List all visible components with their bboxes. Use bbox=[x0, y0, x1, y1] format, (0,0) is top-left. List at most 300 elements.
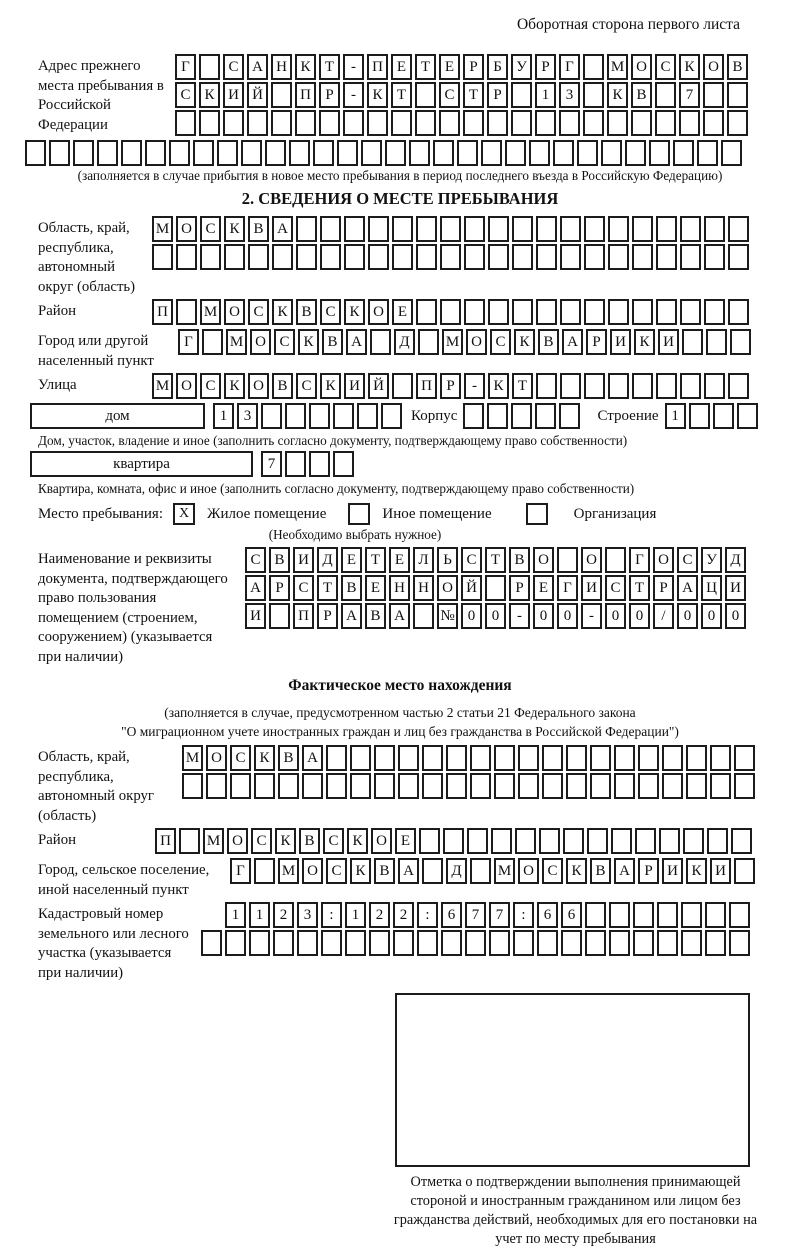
char-box[interactable]: С bbox=[296, 373, 317, 399]
char-box[interactable] bbox=[632, 216, 653, 242]
char-box[interactable] bbox=[662, 745, 683, 771]
char-box[interactable]: О bbox=[227, 828, 248, 854]
char-box[interactable] bbox=[368, 244, 389, 270]
char-box[interactable]: : bbox=[417, 902, 438, 928]
char-box[interactable] bbox=[518, 773, 539, 799]
char-box[interactable] bbox=[536, 244, 557, 270]
char-box[interactable] bbox=[443, 828, 464, 854]
char-box[interactable]: О bbox=[703, 54, 724, 80]
char-box[interactable]: О bbox=[581, 547, 602, 573]
char-box[interactable] bbox=[590, 745, 611, 771]
char-box[interactable] bbox=[656, 216, 677, 242]
char-box[interactable]: О bbox=[176, 373, 197, 399]
char-box[interactable] bbox=[385, 140, 406, 166]
char-box[interactable] bbox=[309, 403, 330, 429]
char-box[interactable] bbox=[446, 773, 467, 799]
char-box[interactable]: 2 bbox=[393, 902, 414, 928]
char-box[interactable] bbox=[489, 930, 510, 956]
char-box[interactable] bbox=[560, 244, 581, 270]
char-box[interactable]: И bbox=[223, 82, 244, 108]
char-box[interactable]: К bbox=[514, 329, 535, 355]
char-box[interactable]: К bbox=[566, 858, 587, 884]
char-box[interactable]: 0 bbox=[557, 603, 578, 629]
char-box[interactable]: В bbox=[631, 82, 652, 108]
char-box[interactable]: В bbox=[299, 828, 320, 854]
char-box[interactable] bbox=[206, 773, 227, 799]
char-box[interactable]: Й bbox=[368, 373, 389, 399]
char-box[interactable]: С bbox=[251, 828, 272, 854]
char-box[interactable]: Ц bbox=[701, 575, 722, 601]
char-box[interactable] bbox=[518, 745, 539, 771]
char-box[interactable] bbox=[392, 373, 413, 399]
char-box[interactable] bbox=[657, 902, 678, 928]
char-box[interactable] bbox=[703, 82, 724, 108]
char-box[interactable]: 7 bbox=[679, 82, 700, 108]
char-box[interactable] bbox=[416, 216, 437, 242]
apartment-type-box[interactable]: квартира bbox=[30, 451, 253, 477]
char-box[interactable] bbox=[481, 140, 502, 166]
char-box[interactable]: С bbox=[200, 216, 221, 242]
char-box[interactable]: С bbox=[230, 745, 251, 771]
char-box[interactable]: 7 bbox=[465, 902, 486, 928]
char-box[interactable]: О bbox=[368, 299, 389, 325]
char-box[interactable] bbox=[319, 110, 340, 136]
char-box[interactable] bbox=[446, 745, 467, 771]
char-box[interactable]: Т bbox=[317, 575, 338, 601]
char-box[interactable] bbox=[488, 299, 509, 325]
char-box[interactable] bbox=[686, 745, 707, 771]
char-box[interactable]: Й bbox=[247, 82, 268, 108]
char-box[interactable]: 1 bbox=[665, 403, 686, 429]
char-box[interactable] bbox=[418, 329, 439, 355]
char-box[interactable] bbox=[369, 930, 390, 956]
char-box[interactable]: Е bbox=[439, 54, 460, 80]
char-box[interactable] bbox=[463, 403, 484, 429]
char-box[interactable]: М bbox=[494, 858, 515, 884]
char-box[interactable] bbox=[320, 216, 341, 242]
char-box[interactable] bbox=[560, 373, 581, 399]
char-box[interactable] bbox=[297, 930, 318, 956]
char-box[interactable] bbox=[536, 216, 557, 242]
char-box[interactable] bbox=[417, 930, 438, 956]
char-box[interactable]: 3 bbox=[559, 82, 580, 108]
char-box[interactable] bbox=[465, 930, 486, 956]
char-box[interactable] bbox=[704, 216, 725, 242]
char-box[interactable] bbox=[145, 140, 166, 166]
char-box[interactable]: 0 bbox=[725, 603, 746, 629]
char-box[interactable]: С bbox=[542, 858, 563, 884]
char-box[interactable]: 3 bbox=[237, 403, 258, 429]
char-box[interactable]: / bbox=[653, 603, 674, 629]
char-box[interactable] bbox=[707, 828, 728, 854]
char-box[interactable]: В bbox=[509, 547, 530, 573]
char-box[interactable] bbox=[659, 828, 680, 854]
char-box[interactable]: 2 bbox=[273, 902, 294, 928]
char-box[interactable] bbox=[655, 82, 676, 108]
char-box[interactable]: Е bbox=[389, 547, 410, 573]
char-box[interactable]: В bbox=[727, 54, 748, 80]
char-box[interactable]: И bbox=[710, 858, 731, 884]
char-box[interactable]: - bbox=[464, 373, 485, 399]
char-box[interactable]: О bbox=[250, 329, 271, 355]
char-box[interactable]: П bbox=[152, 299, 173, 325]
char-box[interactable]: Е bbox=[391, 54, 412, 80]
char-box[interactable] bbox=[440, 299, 461, 325]
char-box[interactable]: И bbox=[344, 373, 365, 399]
char-box[interactable]: О bbox=[248, 373, 269, 399]
char-box[interactable]: 0 bbox=[485, 603, 506, 629]
char-box[interactable] bbox=[217, 140, 238, 166]
char-box[interactable]: Е bbox=[395, 828, 416, 854]
char-box[interactable]: М bbox=[152, 216, 173, 242]
char-box[interactable] bbox=[247, 110, 268, 136]
char-box[interactable]: Т bbox=[629, 575, 650, 601]
char-box[interactable]: 7 bbox=[261, 451, 282, 477]
char-box[interactable]: 0 bbox=[533, 603, 554, 629]
char-box[interactable]: С bbox=[320, 299, 341, 325]
char-box[interactable]: К bbox=[224, 373, 245, 399]
char-box[interactable] bbox=[265, 140, 286, 166]
char-box[interactable] bbox=[350, 745, 371, 771]
char-box[interactable]: - bbox=[343, 82, 364, 108]
char-box[interactable]: 0 bbox=[629, 603, 650, 629]
char-box[interactable] bbox=[271, 82, 292, 108]
char-box[interactable]: Д bbox=[317, 547, 338, 573]
char-box[interactable]: А bbox=[245, 575, 266, 601]
char-box[interactable] bbox=[357, 403, 378, 429]
char-box[interactable]: Т bbox=[463, 82, 484, 108]
char-box[interactable]: Р bbox=[440, 373, 461, 399]
char-box[interactable] bbox=[729, 902, 750, 928]
char-box[interactable] bbox=[727, 82, 748, 108]
char-box[interactable] bbox=[535, 110, 556, 136]
char-box[interactable] bbox=[374, 773, 395, 799]
char-box[interactable]: Т bbox=[415, 54, 436, 80]
char-box[interactable] bbox=[559, 403, 580, 429]
char-box[interactable]: О bbox=[371, 828, 392, 854]
char-box[interactable]: Р bbox=[269, 575, 290, 601]
char-box[interactable]: В bbox=[272, 373, 293, 399]
char-box[interactable] bbox=[697, 140, 718, 166]
char-box[interactable] bbox=[97, 140, 118, 166]
char-box[interactable] bbox=[326, 745, 347, 771]
char-box[interactable] bbox=[344, 244, 365, 270]
char-box[interactable] bbox=[422, 858, 443, 884]
char-box[interactable] bbox=[638, 745, 659, 771]
char-box[interactable]: Р bbox=[535, 54, 556, 80]
char-box[interactable] bbox=[381, 403, 402, 429]
char-box[interactable] bbox=[704, 244, 725, 270]
char-box[interactable]: С bbox=[274, 329, 295, 355]
char-box[interactable]: В bbox=[538, 329, 559, 355]
char-box[interactable] bbox=[609, 930, 630, 956]
char-box[interactable] bbox=[261, 403, 282, 429]
char-box[interactable] bbox=[485, 575, 506, 601]
char-box[interactable] bbox=[169, 140, 190, 166]
char-box[interactable]: Г bbox=[178, 329, 199, 355]
char-box[interactable] bbox=[350, 773, 371, 799]
char-box[interactable] bbox=[254, 773, 275, 799]
char-box[interactable]: 1 bbox=[249, 902, 270, 928]
char-box[interactable] bbox=[713, 403, 734, 429]
char-box[interactable] bbox=[439, 110, 460, 136]
char-box[interactable] bbox=[536, 299, 557, 325]
char-box[interactable] bbox=[583, 110, 604, 136]
char-box[interactable]: 3 bbox=[297, 902, 318, 928]
char-box[interactable] bbox=[415, 82, 436, 108]
char-box[interactable] bbox=[422, 773, 443, 799]
char-box[interactable]: Д bbox=[394, 329, 415, 355]
char-box[interactable] bbox=[608, 216, 629, 242]
char-box[interactable] bbox=[463, 110, 484, 136]
char-box[interactable]: Р bbox=[317, 603, 338, 629]
char-box[interactable]: О bbox=[518, 858, 539, 884]
char-box[interactable]: Г bbox=[559, 54, 580, 80]
char-box[interactable] bbox=[656, 244, 677, 270]
char-box[interactable]: В bbox=[278, 745, 299, 771]
char-box[interactable] bbox=[560, 216, 581, 242]
char-box[interactable] bbox=[201, 930, 222, 956]
char-box[interactable]: К bbox=[254, 745, 275, 771]
char-box[interactable] bbox=[199, 54, 220, 80]
char-box[interactable] bbox=[727, 110, 748, 136]
char-box[interactable] bbox=[464, 216, 485, 242]
char-box[interactable]: У bbox=[511, 54, 532, 80]
char-box[interactable] bbox=[392, 244, 413, 270]
char-box[interactable]: Е bbox=[341, 547, 362, 573]
char-box[interactable]: Г bbox=[175, 54, 196, 80]
char-box[interactable] bbox=[590, 773, 611, 799]
char-box[interactable]: Р bbox=[319, 82, 340, 108]
char-box[interactable] bbox=[614, 745, 635, 771]
char-box[interactable] bbox=[344, 216, 365, 242]
char-box[interactable] bbox=[608, 299, 629, 325]
char-box[interactable] bbox=[182, 773, 203, 799]
char-box[interactable] bbox=[441, 930, 462, 956]
char-box[interactable] bbox=[535, 403, 556, 429]
char-box[interactable]: И bbox=[610, 329, 631, 355]
char-box[interactable] bbox=[491, 828, 512, 854]
char-box[interactable]: П bbox=[416, 373, 437, 399]
char-box[interactable] bbox=[608, 244, 629, 270]
char-box[interactable] bbox=[583, 54, 604, 80]
char-box[interactable]: К bbox=[686, 858, 707, 884]
char-box[interactable] bbox=[705, 902, 726, 928]
char-box[interactable]: - bbox=[509, 603, 530, 629]
char-box[interactable] bbox=[175, 110, 196, 136]
char-box[interactable] bbox=[313, 140, 334, 166]
char-box[interactable]: - bbox=[581, 603, 602, 629]
char-box[interactable] bbox=[625, 140, 646, 166]
char-box[interactable]: Б bbox=[487, 54, 508, 80]
char-box[interactable] bbox=[561, 930, 582, 956]
char-box[interactable]: Д bbox=[725, 547, 746, 573]
char-box[interactable]: К bbox=[367, 82, 388, 108]
char-box[interactable] bbox=[632, 244, 653, 270]
char-box[interactable] bbox=[179, 828, 200, 854]
char-box[interactable] bbox=[457, 140, 478, 166]
char-box[interactable] bbox=[121, 140, 142, 166]
char-box[interactable]: И bbox=[725, 575, 746, 601]
char-box[interactable] bbox=[584, 216, 605, 242]
char-box[interactable]: С bbox=[293, 575, 314, 601]
checkbox-organization[interactable] bbox=[526, 503, 548, 525]
char-box[interactable]: П bbox=[155, 828, 176, 854]
char-box[interactable]: В bbox=[269, 547, 290, 573]
char-box[interactable]: - bbox=[343, 54, 364, 80]
char-box[interactable] bbox=[224, 244, 245, 270]
char-box[interactable] bbox=[655, 110, 676, 136]
char-box[interactable] bbox=[611, 828, 632, 854]
char-box[interactable]: Л bbox=[413, 547, 434, 573]
char-box[interactable] bbox=[202, 329, 223, 355]
char-box[interactable] bbox=[254, 858, 275, 884]
char-box[interactable] bbox=[683, 828, 704, 854]
char-box[interactable] bbox=[584, 373, 605, 399]
char-box[interactable] bbox=[730, 329, 751, 355]
char-box[interactable] bbox=[566, 773, 587, 799]
char-box[interactable] bbox=[638, 773, 659, 799]
char-box[interactable] bbox=[605, 547, 626, 573]
char-box[interactable]: О bbox=[533, 547, 554, 573]
char-box[interactable]: Р bbox=[487, 82, 508, 108]
char-box[interactable]: М bbox=[182, 745, 203, 771]
char-box[interactable]: С bbox=[655, 54, 676, 80]
char-box[interactable]: Р bbox=[463, 54, 484, 80]
char-box[interactable]: С bbox=[175, 82, 196, 108]
char-box[interactable] bbox=[703, 110, 724, 136]
char-box[interactable] bbox=[587, 828, 608, 854]
char-box[interactable]: Т bbox=[512, 373, 533, 399]
char-box[interactable]: П bbox=[367, 54, 388, 80]
char-box[interactable] bbox=[433, 140, 454, 166]
char-box[interactable] bbox=[542, 773, 563, 799]
char-box[interactable]: С bbox=[245, 547, 266, 573]
char-box[interactable] bbox=[326, 773, 347, 799]
char-box[interactable] bbox=[176, 299, 197, 325]
char-box[interactable] bbox=[464, 299, 485, 325]
char-box[interactable] bbox=[729, 930, 750, 956]
char-box[interactable] bbox=[584, 244, 605, 270]
char-box[interactable]: С bbox=[439, 82, 460, 108]
char-box[interactable] bbox=[271, 110, 292, 136]
char-box[interactable] bbox=[689, 403, 710, 429]
char-box[interactable]: Г bbox=[230, 858, 251, 884]
char-box[interactable]: С bbox=[461, 547, 482, 573]
char-box[interactable]: М bbox=[226, 329, 247, 355]
char-box[interactable] bbox=[152, 244, 173, 270]
char-box[interactable] bbox=[632, 373, 653, 399]
char-box[interactable]: : bbox=[513, 902, 534, 928]
char-box[interactable] bbox=[398, 745, 419, 771]
char-box[interactable]: К bbox=[320, 373, 341, 399]
char-box[interactable]: М bbox=[200, 299, 221, 325]
char-box[interactable] bbox=[285, 451, 306, 477]
char-box[interactable] bbox=[706, 329, 727, 355]
char-box[interactable] bbox=[686, 773, 707, 799]
char-box[interactable] bbox=[614, 773, 635, 799]
char-box[interactable] bbox=[721, 140, 742, 166]
char-box[interactable] bbox=[464, 244, 485, 270]
char-box[interactable]: К bbox=[347, 828, 368, 854]
char-box[interactable] bbox=[225, 930, 246, 956]
char-box[interactable]: П bbox=[295, 82, 316, 108]
char-box[interactable]: Т bbox=[319, 54, 340, 80]
char-box[interactable]: Е bbox=[365, 575, 386, 601]
char-box[interactable] bbox=[367, 110, 388, 136]
char-box[interactable] bbox=[513, 930, 534, 956]
char-box[interactable]: С bbox=[200, 373, 221, 399]
char-box[interactable]: 6 bbox=[537, 902, 558, 928]
char-box[interactable]: В bbox=[322, 329, 343, 355]
char-box[interactable]: В bbox=[296, 299, 317, 325]
char-box[interactable] bbox=[704, 299, 725, 325]
char-box[interactable] bbox=[529, 140, 550, 166]
char-box[interactable] bbox=[295, 110, 316, 136]
char-box[interactable] bbox=[559, 110, 580, 136]
char-box[interactable] bbox=[585, 930, 606, 956]
char-box[interactable]: П bbox=[293, 603, 314, 629]
char-box[interactable] bbox=[73, 140, 94, 166]
char-box[interactable] bbox=[566, 745, 587, 771]
char-box[interactable] bbox=[734, 773, 755, 799]
char-box[interactable] bbox=[419, 828, 440, 854]
char-box[interactable] bbox=[537, 930, 558, 956]
char-box[interactable]: И bbox=[581, 575, 602, 601]
char-box[interactable] bbox=[728, 216, 749, 242]
char-box[interactable] bbox=[285, 403, 306, 429]
char-box[interactable] bbox=[248, 244, 269, 270]
char-box[interactable]: М bbox=[607, 54, 628, 80]
char-box[interactable]: У bbox=[701, 547, 722, 573]
char-box[interactable]: Н bbox=[389, 575, 410, 601]
char-box[interactable] bbox=[488, 244, 509, 270]
char-box[interactable]: Т bbox=[485, 547, 506, 573]
char-box[interactable]: С bbox=[490, 329, 511, 355]
char-box[interactable] bbox=[734, 858, 755, 884]
char-box[interactable]: К bbox=[272, 299, 293, 325]
char-box[interactable] bbox=[512, 216, 533, 242]
char-box[interactable] bbox=[584, 299, 605, 325]
char-box[interactable] bbox=[272, 244, 293, 270]
char-box[interactable] bbox=[337, 140, 358, 166]
char-box[interactable] bbox=[296, 244, 317, 270]
char-box[interactable] bbox=[223, 110, 244, 136]
char-box[interactable] bbox=[609, 902, 630, 928]
char-box[interactable]: А bbox=[562, 329, 583, 355]
char-box[interactable] bbox=[704, 373, 725, 399]
char-box[interactable] bbox=[505, 140, 526, 166]
char-box[interactable] bbox=[635, 828, 656, 854]
char-box[interactable] bbox=[333, 403, 354, 429]
char-box[interactable] bbox=[470, 858, 491, 884]
char-box[interactable]: И bbox=[658, 329, 679, 355]
char-box[interactable] bbox=[320, 244, 341, 270]
char-box[interactable]: Р bbox=[638, 858, 659, 884]
char-box[interactable] bbox=[608, 373, 629, 399]
char-box[interactable] bbox=[705, 930, 726, 956]
char-box[interactable] bbox=[413, 603, 434, 629]
char-box[interactable]: В bbox=[590, 858, 611, 884]
char-box[interactable]: А bbox=[614, 858, 635, 884]
char-box[interactable]: А bbox=[272, 216, 293, 242]
char-box[interactable]: О bbox=[224, 299, 245, 325]
char-box[interactable] bbox=[577, 140, 598, 166]
char-box[interactable] bbox=[392, 216, 413, 242]
char-box[interactable] bbox=[391, 110, 412, 136]
char-box[interactable]: М bbox=[203, 828, 224, 854]
char-box[interactable]: Й bbox=[461, 575, 482, 601]
